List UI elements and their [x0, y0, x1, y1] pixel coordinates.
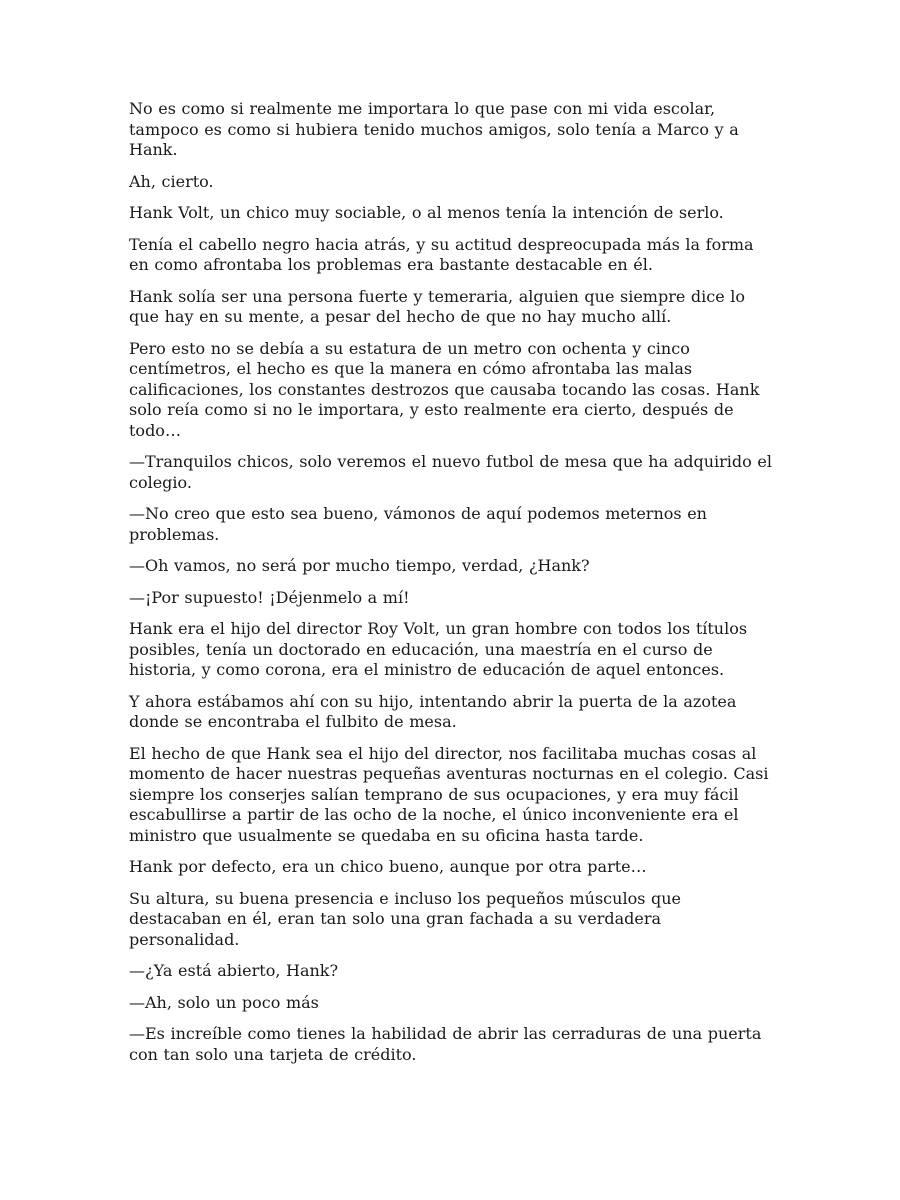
- paragraph: Hank era el hijo del director Roy Volt, un gran hombre con todos los títulos posibles, tenía un doctorado en educación, una maestría en el curso de historia, y como corona, era el ministro de educación de aquel entonces.: [129, 619, 748, 679]
- paragraph: Y ahora estábamos ahí con su hijo, intentando abrir la puerta de la azotea donde se encontraba el fulbito de mesa.: [129, 691, 737, 731]
- paragraph: —No creo que esto sea bueno, vámonos de aquí podemos meternos en problemas.: [129, 504, 707, 544]
- paragraph: No es como si realmente me importara lo que pase con mi vida escolar, tampoco es como si hubiera tenido muchos amigos, solo tenía a Marco y a Hank.: [129, 99, 739, 159]
- paragraph: Pero esto no se debía a su estatura de un metro con ochenta y cinco centímetros, el hecho es que la manera en cómo afrontaba las malas calificaciones, los constantes destrozos que causaba tocando las cosas. Hank solo reía como si no le importara, y esto realmente era cierto, después de todo…: [129, 338, 760, 440]
- paragraph: —Oh vamos, no será por mucho tiempo, verdad, ¿Hank?: [129, 556, 590, 575]
- paragraph: Su altura, su buena presencia e incluso los pequeños músculos que destacaban en él, eran tan solo una gran fachada a su verdadera personalidad.: [129, 888, 682, 949]
- paragraph: —Tranquilos chicos, solo veremos el nuevo futbol de mesa que ha adquirido el colegio.: [129, 452, 772, 492]
- paragraph: —Es increíble como tienes la habilidad de abrir las cerraduras de una puerta con tan solo una tarjeta de crédito.: [129, 1024, 762, 1064]
- paragraph: El hecho de que Hank sea el hijo del director, nos facilitaba muchas cosas al momento de hacer nuestras pequeñas aventuras nocturnas en el colegio. Casi siempre los conserjes salían temprano de sus ocupaciones, y era muy fácil escabullirse a partir de las ocho de la noche, el único inconveniente era el ministro que usualmente se quedaba en su oficina hasta tarde.: [129, 743, 769, 845]
- paragraph: Hank Volt, un chico muy sociable, o al menos tenía la intención de serlo.: [129, 203, 724, 222]
- paragraph: Tenía el cabello negro hacia atrás, y su actitud despreocupada más la forma en como afrontaba los problemas era bastante destacable en él.: [129, 234, 754, 274]
- paragraph: Ah, cierto.: [129, 171, 214, 191]
- paragraph: —¿Ya está abierto, Hank?: [129, 961, 339, 980]
- paragraph: —Ah, solo un poco más: [129, 992, 319, 1012]
- paragraph: —¡Por supuesto! ¡Déjenmelo a mí!: [129, 587, 410, 607]
- paragraph: Hank por defecto, era un chico bueno, aunque por otra parte…: [129, 857, 647, 876]
- paragraph: Hank solía ser una persona fuerte y temeraria, alguien que siempre dice lo que hay en su mente, a pesar del hecho de que no hay mucho allí.: [129, 286, 746, 326]
- document-body: [129, 99, 776, 1065]
